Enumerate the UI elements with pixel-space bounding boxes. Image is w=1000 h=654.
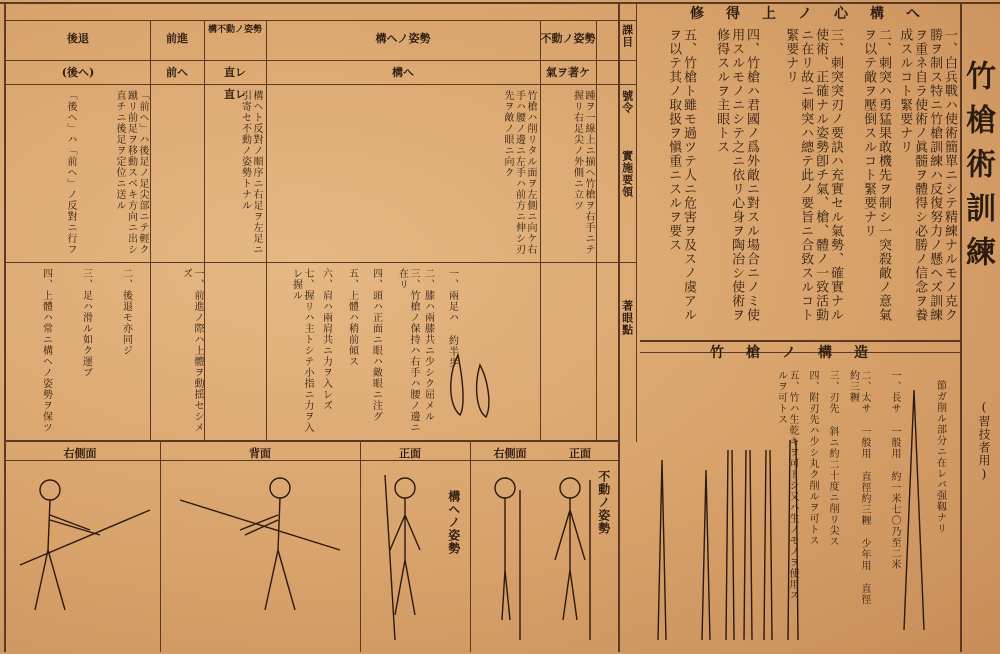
- caption-fudou: 不動ノ姿勢: [596, 470, 611, 535]
- sub-header-kamae: 構へ: [392, 66, 414, 79]
- mind-item-3: 三、刺突突刃ノ要訣ハ充實セル氣勢、確實ナル使術、正確ナル姿勢卽チ氣、槍、體ノ一致活動ニ在リ故ニ刺突ハ總テ此ノ要旨ニ合致スルコト緊要ナリ: [783, 28, 843, 322]
- col-header-kamae-fudou: 構不動ノ姿勢: [207, 25, 262, 35]
- fig-label-front-2: 正面: [569, 447, 591, 460]
- sub-header-naore: 直レ: [224, 88, 246, 101]
- figure-kamae-right-side: [10, 470, 160, 650]
- fig-label-right-side-1: 右側面: [63, 447, 97, 460]
- point-4: 四、頭ハ正面ニ眼ハ敵眼ニ注グ: [370, 268, 382, 422]
- divider-table-bottom: [4, 440, 619, 442]
- col-header-fudou: 不動ノ姿勢: [540, 32, 596, 45]
- point-3: 三、竹槍ノ保持ハ右手ハ腰ノ邊ニ在リ: [396, 268, 419, 433]
- point-7: 七、握リハ主トシテ小指ニ力ヲ入レ握ル: [290, 268, 313, 433]
- spear-1: [658, 460, 666, 640]
- divider-subheader: [4, 60, 636, 61]
- caption-kamae: 構ヘノ姿勢: [446, 490, 461, 555]
- figure-kamae-back: [170, 470, 350, 650]
- divider-left-title: [636, 2, 637, 442]
- col-header-zenshin: 前進: [166, 32, 188, 45]
- page-subtitle: (習技者用): [977, 400, 991, 482]
- sub-header-kiwotsuke: 氣ヲ著ケ: [546, 66, 590, 79]
- col-header-kamae: 構ヘノ姿勢: [375, 32, 431, 45]
- sub-header-mae: 前ヘ: [166, 66, 188, 79]
- sub-header-ushiro: (後ヘ): [61, 66, 95, 79]
- section-making-title: 竹槍ノ構造: [710, 345, 890, 361]
- mind-item-4: 四、竹槍ハ君國ノ爲外敵ニ對スル場合ニノミ使用スルモノニシテ之ニ依リ心身ヲ陶冶シ使術ヲ修得スルヲ主眼トス: [714, 28, 759, 322]
- page-title: 竹槍術訓練: [960, 60, 995, 280]
- making-item-4: 四、附刃先ハ少シ丸ク削ルヲ可トス: [807, 370, 818, 546]
- hdr-points: 著眼點: [620, 300, 634, 336]
- making-item-5: 五、竹ハ生乾キヲ可トシ又ハ生ノモノヲ使用スルヲ可トス: [775, 370, 798, 601]
- mind-item-5: 五、竹槍ト雖モ過ツテ人ニ危害ヲ及スノ虞アルヲ以テ其ノ取扱ヲ愼重ニスルヲ要ス: [666, 28, 696, 322]
- point-8: 一、前進ノ際ハ上體ヲ動揺セシメズ: [180, 268, 203, 433]
- spear-2: [702, 470, 710, 640]
- making-item-1: 一、長サ 一般用 約一米七〇乃至二米: [889, 370, 900, 570]
- hdr-item: 課目: [620, 24, 634, 48]
- col-line-2: [204, 20, 205, 440]
- point-5: 五、上體ハ稍前傾ス: [346, 268, 358, 367]
- section-mind-title: 修得上ノ心構へ: [690, 6, 942, 22]
- fig-div-3: [470, 442, 471, 652]
- col-line-5: [596, 20, 597, 440]
- making-item-3: 三、刃先 斜ニ約二十度ニ削リ尖ス: [827, 370, 838, 547]
- col-header-koutai: 後退: [67, 32, 89, 45]
- foot-position-sketch: [448, 345, 498, 425]
- spear-long: [904, 390, 924, 630]
- fig-div-1: [160, 442, 161, 652]
- point-10: 三、足ハ滑ル如ク運ブ: [80, 268, 92, 378]
- fig-div-2: [360, 442, 361, 652]
- impl-mae: 「前ヘ」ハ後足ノ足尖部ニテ輕ク蹴リ前足ヲ移動スベキ方向ニ出シ直チニ後足ヲ定位ニ送ル: [114, 90, 148, 255]
- figure-fudou-front: [545, 470, 605, 650]
- impl-fudou: 踵ヲ一線上ニ揃ヘ竹槍ヲ右手ニテ握リ右足尖ノ外側ニ立ツ: [571, 90, 594, 255]
- col-line-4: [540, 20, 541, 440]
- making-item-2: 二、太サ 一般用 直徑約三糎 少年用 直徑約三糎: [847, 370, 870, 605]
- bamboo-note: 節ガ削ル部分ニ在レバ强靱ナリ: [934, 380, 946, 534]
- col-header-naore: 直レ: [224, 66, 246, 79]
- hdr-action: 號令: [620, 90, 634, 114]
- figure-fudou-right-side: [480, 470, 540, 650]
- frame-top: [0, 2, 1000, 4]
- spear-5: [764, 450, 772, 640]
- spear-4: [744, 450, 752, 640]
- spear-6: [788, 440, 798, 640]
- mind-item-2: 二、刺突ハ勇猛果敢機先ヲ制シ一突殺敵ノ意氣ヲ以テ敵ヲ壓倒スルコト緊要ナリ: [861, 28, 891, 322]
- fig-label-right-side-2: 右側面: [493, 447, 527, 460]
- divider-header: [4, 20, 636, 21]
- divider-subheader2: [4, 84, 636, 85]
- impl-ushiro: 「後ヘ」ハ「前ヘ」ノ反對ニ行フ: [65, 90, 76, 255]
- fig-label-front-1: 正面: [399, 447, 421, 460]
- spear-3: [726, 450, 734, 640]
- point-11: 四、上體ハ常ニ構ヘノ姿勢ヲ保ツ: [40, 268, 52, 433]
- mind-item-1: 一、白兵戰ハ使術簡單ニシテ精練ナルモノ克ク勝ヲ制ス特ニ竹槍訓練ハ反復努力ノ懸ヘズ訓練ヲ重ネ自ラ使術ノ眞髓ヲ體得シ必勝ノ信念ヲ養成スルコト緊要ナリ: [897, 28, 957, 322]
- col-line-1: [150, 20, 151, 440]
- divider-points: [4, 262, 636, 263]
- bamboo-spears-illustration: [650, 380, 950, 650]
- point-6: 六、肩ハ兩肩共ニ力ヲ入レズ: [320, 268, 332, 411]
- fig-label-back: 背面: [249, 447, 271, 460]
- point-9: 二、後退モ亦同ジ: [120, 268, 132, 356]
- impl-naore: 構ヘト反對ノ順序ニ右足ヲ左足ニ引寄セ不動ノ姿勢トナル: [239, 90, 262, 255]
- hdr-impl: 實施要領: [620, 150, 634, 198]
- frame-left: [4, 2, 6, 652]
- figure-kamae-front: [370, 470, 450, 650]
- point-1: 一、兩足ハ 約半歩: [446, 268, 458, 368]
- impl-kamae: 竹槍ハ削リタル面ヲ左側ニ向ケ右手ハ腰ノ邊ニ左手ハ前方ニ伸シ刃先ヲ敵ノ眼ニ向ク: [502, 90, 536, 255]
- point-2: 二、膝ハ兩膝共ニ少シク屈メル: [422, 268, 434, 422]
- col-line-3: [266, 20, 267, 440]
